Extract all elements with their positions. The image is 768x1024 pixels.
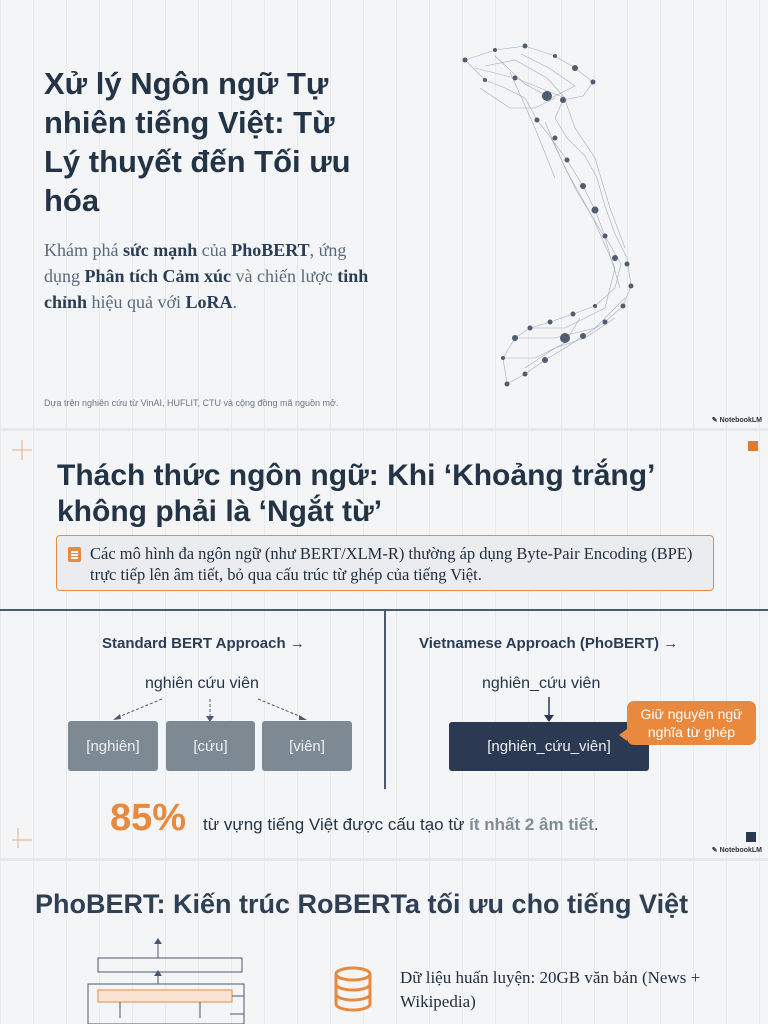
- brand-text: NotebookLM: [719, 417, 762, 424]
- stat-text: [203, 815, 599, 835]
- vietnam-network-map-icon: [455, 38, 645, 398]
- corner-marker: [746, 832, 756, 842]
- stat-text-part: .: [593, 815, 599, 834]
- subtitle-bold: Phân tích Cảm xúc: [84, 266, 232, 286]
- standard-bert-heading: Standard BERT Approach →: [102, 635, 305, 652]
- training-data-text: Dữ liệu huấn luyện: 20GB văn bản (News + Wikipedia): [400, 968, 701, 1011]
- brand-label: ✎ NotebookLM: [711, 847, 762, 854]
- challenge-title: Thách thức ngôn ngữ: Khi ‘Khoảng trắng’ không phải là ‘Ngắt từ’: [57, 459, 654, 528]
- subtitle-text: và chiến lược: [231, 266, 338, 286]
- corner-marker: [748, 441, 758, 451]
- phobert-heading: Vietnamese Approach (PhoBERT) →: [419, 635, 679, 652]
- corner-crosshair: [10, 438, 34, 462]
- split-arrows: [100, 696, 320, 724]
- token-box: [nghiên]: [68, 721, 158, 771]
- divider-vertical: [384, 609, 386, 789]
- main-title: Xử lý Ngôn ngữ Tự nhiên tiếng Việt: Từ Lý thuyết đến Tối ưu hóa: [44, 66, 351, 218]
- architecture-diagram: [80, 938, 260, 1024]
- source-note: Dựa trên nghiên cứu từ VinAI, HUFLIT, CTU và cộng đồng mã nguồn mở.: [44, 398, 339, 408]
- phobert-token-box: [nghiên_cứu_viên]: [449, 722, 649, 771]
- standard-word: nghiên cứu viên: [145, 675, 259, 692]
- corner-crosshair: [10, 826, 34, 850]
- database-icon: [333, 966, 373, 1014]
- stat-text-bold: ít nhất 2 âm tiết: [469, 815, 594, 834]
- document-icon: [68, 547, 81, 562]
- brand-text: NotebookLM: [719, 847, 762, 854]
- brand-label: ✎ NotebookLM: [711, 417, 762, 424]
- merge-arrow: [543, 697, 555, 723]
- subtitle-bold: LoRA: [185, 292, 233, 312]
- speech-bubble: Giữ nguyên ngữ nghĩa từ ghép: [627, 701, 756, 745]
- architecture-title: PhoBERT: Kiến trúc RoBERTa tối ưu cho tiếng Việt: [35, 889, 689, 919]
- stat-value: 85%: [110, 797, 187, 839]
- subtitle-bold: tinh chỉnh: [44, 266, 369, 312]
- subtitle-bold: PhoBERT: [231, 240, 310, 260]
- main-subtitle: [44, 237, 374, 315]
- callout-box: [56, 535, 714, 591]
- subtitle-text: , ứng dụng: [44, 240, 347, 286]
- subtitle-text: .: [232, 292, 238, 312]
- subtitle-bold: sức mạnh: [122, 240, 198, 260]
- phobert-word: nghiên_cứu viên: [482, 675, 601, 692]
- stat-text-part: từ vựng tiếng Việt được cấu tạo từ: [203, 815, 470, 834]
- subtitle-text: của: [197, 240, 232, 260]
- token-box: [cứu]: [166, 721, 255, 771]
- callout-text: Các mô hình đa ngôn ngữ (như BERT/XLM-R) thường áp dụng Byte-Pair Encoding (BPE) trực tiếp lên âm tiết, bỏ qua cấu trúc từ ghép của tiếng Việt.: [90, 544, 693, 584]
- subtitle-text: hiệu quả với: [87, 292, 186, 312]
- subtitle-text: Khám phá: [44, 240, 123, 260]
- token-box: [viên]: [262, 721, 352, 771]
